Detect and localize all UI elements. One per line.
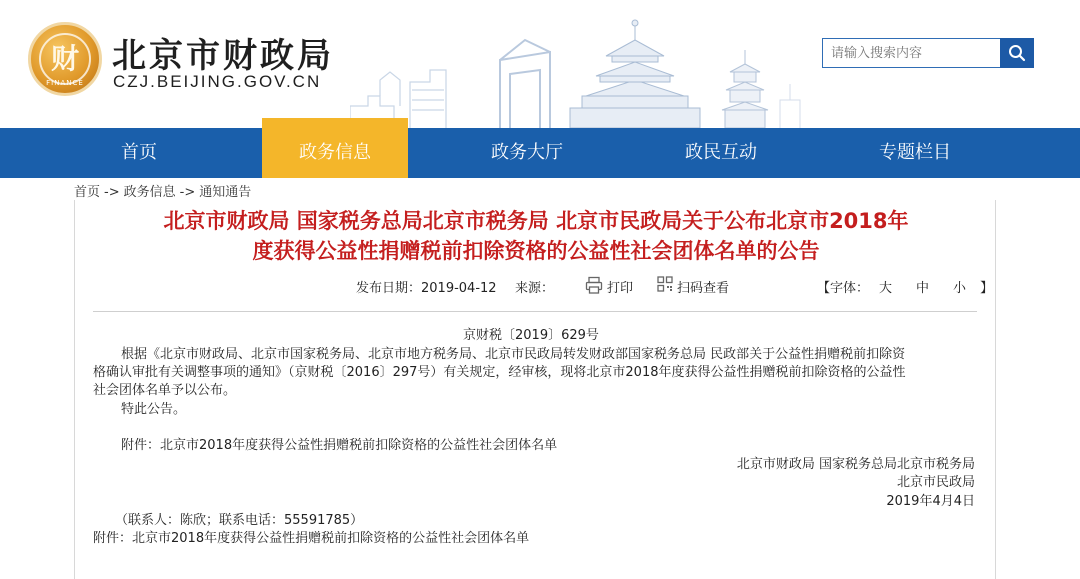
breadcrumb [74,181,251,199]
breadcrumb-separator: -> [179,185,196,200]
print-icon[interactable] [585,276,603,294]
site-header [0,0,1080,128]
article-title [75,206,997,266]
attachment-note: 附件：北京市2018年度获得公益性捐赠税前扣除资格的公益性社会团体名单 [121,438,558,453]
contact-info: （联系人：陈欣；联系电话：55591785） [115,513,364,528]
qr-code-icon[interactable] [657,276,673,292]
publish-date: 发布日期：2019-04-12 [356,281,497,296]
body-paragraph-line-3: 社会团体名单予以公布。 [93,383,237,398]
breadcrumb-government-info[interactable]: 政务信息 [123,185,176,200]
signature-date: 2019年4月4日 [886,494,975,509]
font-size-close: 】 [980,281,994,296]
signatory-line-1: 北京市财政局 国家税务总局北京市税务局 [736,457,975,472]
nav-item-service-hall[interactable]: 政务大厅 [491,142,563,163]
search-icon [1008,44,1026,62]
font-size-control [817,277,993,296]
scan-qr-button[interactable]: 扫码查看 [677,281,730,296]
main-nav [0,128,1080,178]
search-button[interactable] [1000,38,1034,68]
nav-item-government-info[interactable]: 政务信息 [262,118,408,178]
attachment-link[interactable]: 附件：北京市2018年度获得公益性捐赠税前扣除资格的公益性社会团体名单 [93,531,530,546]
breadcrumb-notices[interactable]: 通知通告 [199,185,252,200]
font-size-medium[interactable]: 中 [916,281,930,296]
article-title-line-1: 北京市财政局 国家税务总局北京市税务局 北京市民政局关于公布北京市2018年 [163,209,909,233]
body-paragraph-line-2: 格确认审批有关调整事项的通知》（京财税〔2016〕297号）有关规定，经审核，现将北京市2018年度获得公益性捐赠税前扣除资格的公益性 [93,365,906,380]
skyline-illustration [350,10,820,128]
font-size-small[interactable]: 小 [953,281,967,296]
source-label: 来源： [515,281,555,296]
nav-item-interaction[interactable]: 政民互动 [685,142,757,163]
article-title-line-2: 度获得公益性捐赠税前扣除资格的公益性社会团体名单的公告 [252,239,820,263]
article-panel [74,200,996,579]
site-domain: CZJ.BEIJING.GOV.CN [113,72,322,91]
site-title[interactable]: 北京市财政局 [112,36,334,76]
finance-bureau-logo[interactable] [28,22,102,96]
logo-character: 财 [50,42,79,75]
breadcrumb-separator: -> [104,185,120,200]
breadcrumb-home[interactable]: 首页 [74,185,101,200]
body-paragraph-line-1: 根据《北京市财政局、北京市国家税务局、北京市地方税务局、北京市民政局转发财政部国家税务总局 民政部关于公益性捐赠税前扣除资 [121,347,906,362]
nav-item-special-topics[interactable]: 专题栏目 [879,142,951,163]
font-size-large[interactable]: 大 [879,281,893,296]
meta-divider [93,311,977,312]
closing-statement: 特此公告。 [121,402,187,417]
font-size-label: 【字体： [817,281,870,296]
search-input[interactable] [822,38,1000,68]
nav-item-home[interactable]: 首页 [121,142,157,163]
print-button[interactable]: 打印 [607,281,634,296]
logo-ring-text: FINANCE [46,79,84,87]
signatory-line-2: 北京市民政局 [896,475,975,490]
document-number: 京财税〔2019〕629号 [463,328,599,343]
